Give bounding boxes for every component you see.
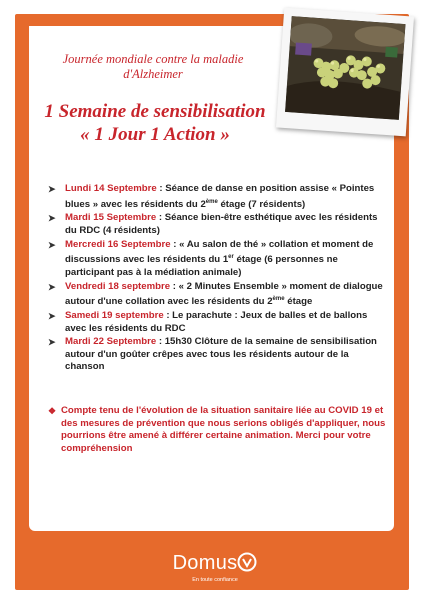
- covid-notice: [48, 405, 391, 455]
- list-item: [48, 212, 383, 237]
- grapes-photo-illustration: [285, 16, 405, 120]
- list-item: [48, 239, 383, 280]
- heart-logo-icon: [237, 552, 257, 577]
- activity-text: : « 2 Minutes Ensemble » moment de dialogue autour d'une collation avec les résidents du 2: [65, 280, 383, 308]
- grapes-photo: [285, 16, 405, 120]
- arrow-right-icon: ➤: [48, 213, 56, 224]
- main-title: [30, 100, 280, 146]
- arrow-right-icon: ➤: [48, 239, 56, 250]
- activities-list: [48, 183, 383, 375]
- activity-text: : Le parachute : Jeux de balles et de ballons avec les résidents du RDC: [65, 309, 368, 334]
- brand-name-row: [150, 552, 280, 577]
- list-item: [48, 183, 383, 211]
- list-item: [48, 336, 383, 374]
- main-title-line2: « 1 Jour 1 Action »: [80, 124, 230, 145]
- activity-sup: er: [228, 254, 234, 261]
- activity-sup: ème: [272, 296, 285, 303]
- list-item: [48, 310, 383, 335]
- activity-text: : Séance de danse en position assise « Pointes blues » avec les résidents du 2: [65, 183, 375, 210]
- arrow-right-icon: ➤: [48, 184, 56, 194]
- diamond-icon: ❖: [48, 406, 57, 416]
- activity-day: Mardi 15 Septembre: [65, 212, 157, 224]
- activity-text-end: étage: [284, 296, 313, 308]
- domusvi-logo: [150, 552, 280, 592]
- activity-text: : « Au salon de thé » collation et moment de discussions avec les résidents du 1: [65, 238, 374, 266]
- arrow-right-icon: ➤: [48, 281, 56, 292]
- activity-day: Mardi 22 Septembre: [65, 336, 157, 348]
- list-item: [48, 281, 383, 309]
- activity-text-end: étage (7 résidents): [217, 198, 306, 210]
- brand-name: Domus: [172, 552, 238, 574]
- grapes-photo-frame: [276, 8, 414, 137]
- event-title: Journée mondiale contre la maladie d'Alzheimer: [62, 52, 244, 81]
- arrow-right-icon: ➤: [48, 337, 56, 348]
- notice-text: Compte tenu de l'évolution de la situation sanitaire liée au COVID 19 et des mesures de prévention que nous serions obligés d'appliquer, nous pourrions être amené à différer certaine animation. Merci pour votre compréhension: [61, 405, 386, 454]
- activity-day: Lundi 14 Septembre: [65, 183, 157, 194]
- activity-text: : 15h30 Clôture de la semaine de sensibilisation autour d'un goûter crêpes avec tous les résidents autour de la chanson: [65, 336, 377, 373]
- arrow-right-icon: ➤: [48, 310, 56, 321]
- activity-day: Mercredi 16 Septembre: [65, 238, 171, 250]
- activity-day: Samedi 19 septembre: [65, 309, 164, 321]
- activity-text: : Séance bien-être esthétique avec les résidents du RDC (4 résidents): [65, 212, 378, 236]
- activity-text-end: étage (6 personnes ne participant pas à la médiation animale): [65, 254, 338, 278]
- brand-tagline: En toute confiance: [192, 577, 238, 583]
- main-title-line1: 1 Semaine de sensibilisation: [44, 101, 266, 122]
- activity-sup: ème: [205, 198, 218, 205]
- activity-day: Vendredi 18 septembre: [65, 280, 171, 292]
